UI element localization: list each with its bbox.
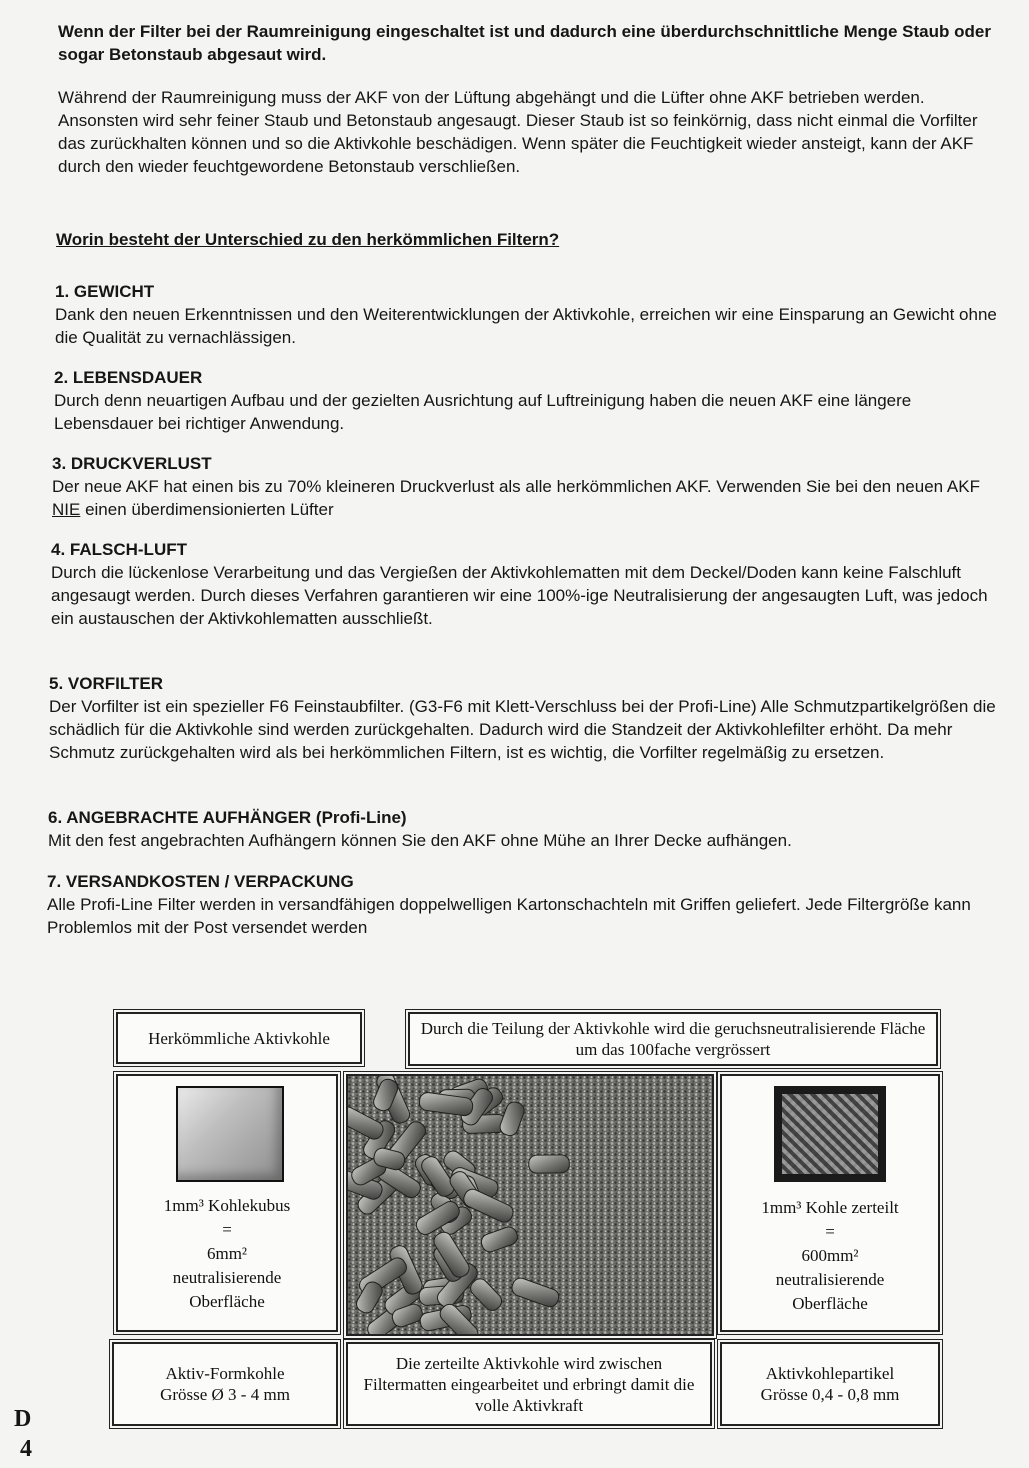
feature-title: 1. GEWICHT	[55, 282, 155, 301]
feature-title: 4. FALSCH-LUFT	[51, 540, 187, 559]
feature-text: Alle Profi-Line Filter werden in versandfähigen doppelwelligen Kartonschachteln mit Griffen geliefert. Jede Filtergröße kann Problemlos mit der Post versendet werden	[47, 895, 971, 937]
emphasis-never: NIE	[52, 500, 81, 519]
panel-carbon-cube	[116, 1074, 338, 1332]
intro-heading: Wenn der Filter bei der Raumreinigung eingeschaltet ist und dadurch eine überdurchschnittliche Menge Staub oder sogar Betonstaub abgesaut wird.	[58, 22, 991, 64]
feature-hangers	[48, 806, 998, 852]
page-marker-number: 4	[20, 1436, 32, 1462]
feature-title: 6. ANGEBRACHTE AUFHÄNGER (Profi-Line)	[48, 808, 407, 827]
surface-label-2: Oberfläche	[792, 1294, 868, 1313]
feature-text: Dank den neuen Erkenntnissen und den Weiterentwicklungen der Aktivkohle, erreichen wir eine Einsparung an Gewicht ohne die Qualität zu vernachlässigen.	[55, 305, 997, 347]
carbon-pellet	[529, 1155, 570, 1173]
feature-title: 7. VERSANDKOSTEN / VERPACKUNG	[47, 872, 354, 891]
feature-text: Durch denn neuartigen Aufbau und der gezielten Ausrichtung auf Luftreinigung haben die neuen AKF eine längere Lebensdauer bei richtiger Anwendung.	[54, 391, 912, 433]
feature-text: Der neue AKF hat einen bis zu 70% kleineren Druckverlust als alle herkömmlichen AKF. Verwenden Sie bei den neuen AKF NIE einen überdimensionierten Lüfter	[52, 477, 980, 519]
feature-text: Durch die lückenlose Verarbeitung und das Vergießen der Aktivkohlematten mit dem Deckel/Doden kann keine Falschluft angesaugt werden. Durch dieses Verfahren garantieren wir eine 100%-ige Neutralisierung der angesaugten Luft, was jedoch ein austauschen der Aktivkohlematten ausschließt.	[51, 563, 988, 628]
label-conventional-carbon: Herkömmliche Aktivkohle	[116, 1012, 362, 1064]
divided-surface-value: 600mm²	[801, 1246, 859, 1265]
feature-title: 3. DRUCKVERLUST	[52, 454, 212, 473]
caption-particle-size: Aktivkohlepartikel Grösse 0,4 - 0,8 mm	[720, 1342, 940, 1426]
intro-paragraph: Während der Raumreinigung muss der AKF von der Lüftung abgehängt und die Lüfter ohne AKF betrieben werden. Ansonsten wird sehr feiner Staub und Betonstaub angesaugt. Dieser Staub ist so feinkörnig, dass nicht einmal die Vorfilter das zurückhalten können und so die Aktivkohle beschädigen. Wenn später die Feuchtigkeit wieder ansteigt, kann der AKF durch den wieder feuchtgewordene Betonstaub verschließen.	[58, 88, 978, 176]
carbon-pellets-photo	[346, 1074, 714, 1336]
label-surface-increase: Durch die Teilung der Aktivkohle wird die geruchsneutralisierende Fläche um das 100fache vergrössert	[408, 1012, 938, 1066]
caption-pellet-size: Aktiv-Formkohle Grösse Ø 3 - 4 mm	[112, 1342, 338, 1426]
surface-label-2: Oberfläche	[189, 1292, 265, 1311]
feature-false-air	[51, 538, 1001, 630]
cube-surface-value: 6mm²	[206, 1244, 248, 1263]
panel-divided-carbon	[720, 1074, 940, 1332]
feature-title: 2. LEBENSDAUER	[54, 368, 203, 387]
surface-label: neutralisierende	[775, 1270, 885, 1289]
feature-weight	[55, 280, 1005, 349]
feature-text: Mit den fest angebrachten Aufhängern können Sie den AKF ohne Mühe an Ihrer Decke aufhängen.	[48, 831, 792, 850]
equals-sign: =	[825, 1222, 835, 1241]
feature-shipping	[47, 870, 997, 939]
divided-volume-label: 1mm³ Kohle zerteilt	[761, 1198, 899, 1217]
surface-label: neutralisierende	[172, 1268, 282, 1287]
feature-text: Der Vorfilter ist ein spezieller F6 Feinstaubfilter. (G3-F6 mit Klett-Verschluss bei der Profi-Line) Alle Schmutzpartikelgrößen die schädlich für die Aktivkohle sind werden zurückgehalten. Dadurch wird die Standzeit der Aktivkohlefilter erhöht. Da mehr Schmutz zurückgehalten wird als bei herkömmlichen Filtern, ist es wichtig, die Vorfilter regelmäßig zu ersetzen.	[49, 697, 996, 762]
carbon-cube-illustration	[176, 1086, 284, 1182]
feature-prefilter	[49, 672, 999, 764]
page-marker-letter: D	[14, 1406, 32, 1432]
caption-filter-mats: Die zerteilte Aktivkohle wird zwischen Filtermatten eingearbeitet und erbringt damit die volle Aktivkraft	[346, 1342, 712, 1426]
equals-sign: =	[222, 1220, 232, 1239]
page-marker	[14, 1404, 32, 1464]
cube-volume-label: 1mm³ Kohlekubus	[163, 1196, 291, 1215]
feature-pressure-loss	[52, 452, 1002, 521]
feature-lifetime	[54, 366, 1004, 435]
carbon-mesh-illustration	[774, 1086, 886, 1182]
section-title: Worin besteht der Unterschied zu den herkömmlichen Filtern?	[56, 230, 560, 249]
feature-title: 5. VORFILTER	[49, 674, 163, 693]
pellets-and-granules-image	[348, 1076, 712, 1334]
